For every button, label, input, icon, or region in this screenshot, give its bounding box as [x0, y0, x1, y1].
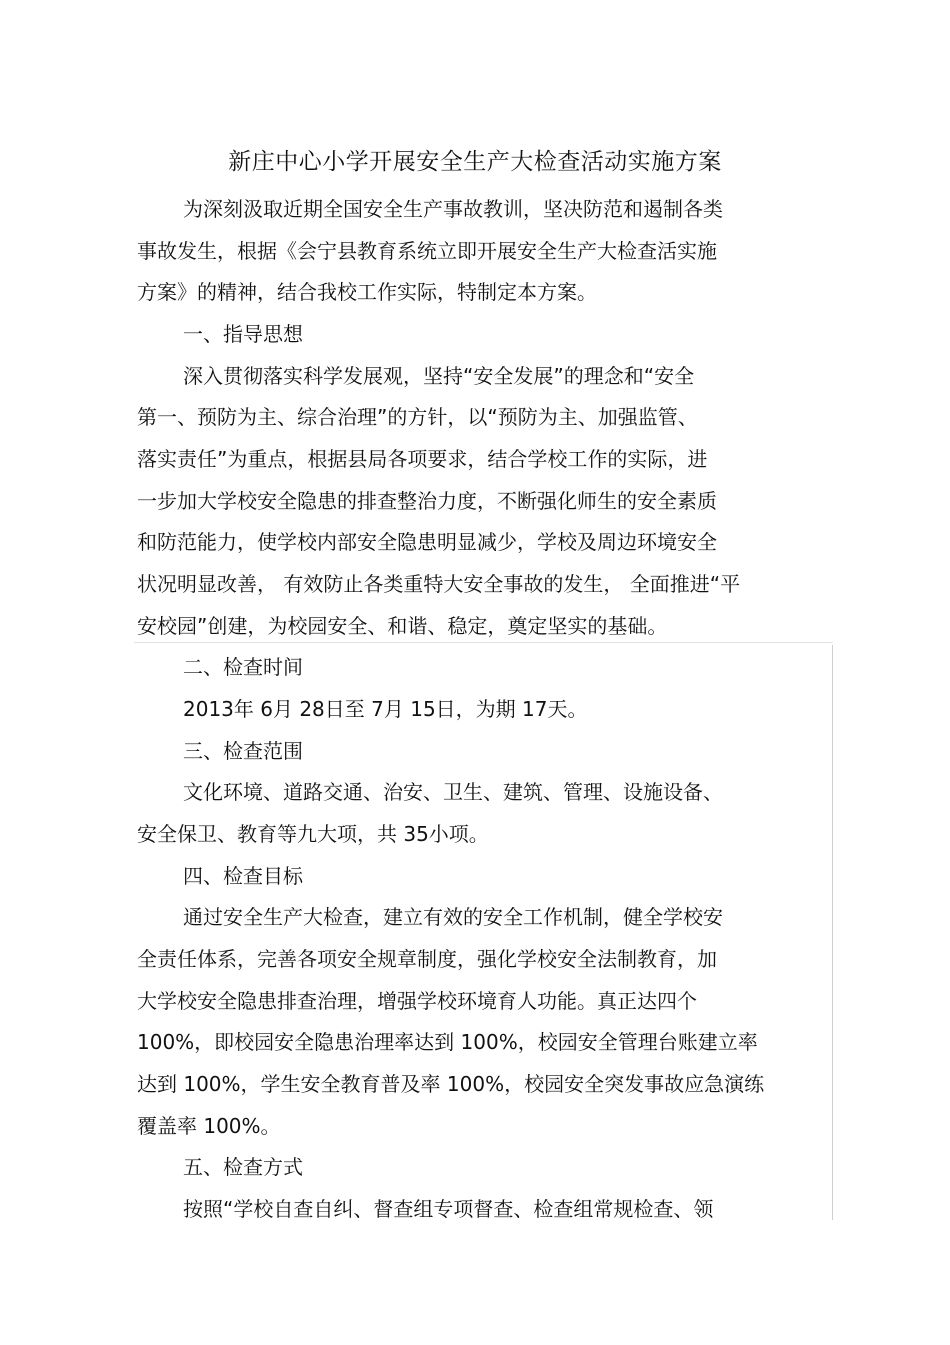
section-heading-4: 四、检查目标 [183, 864, 303, 888]
body-line: 一步加大学校安全隐患的排查整治力度，不断强化师生的安全素质 [137, 489, 717, 513]
body-line: 达到 100%，学生安全教育普及率 100%，校园安全突发事故应急演练 [137, 1072, 765, 1096]
body-line: 和防范能力，使学校内部安全隐患明显减少，学校及周边环境安全 [137, 530, 717, 554]
body-line: 2013年 6月 28日至 7月 15日，为期 17天。 [183, 697, 588, 721]
body-line: 方案》的精神，结合我校工作实际，特制定本方案。 [137, 280, 597, 304]
body-line: 深入贯彻落实科学发展观，坚持“安全发展”的理念和“安全 [183, 364, 695, 388]
section-heading-5: 五、检查方式 [183, 1155, 303, 1179]
body-line: 落实责任”为重点，根据县局各项要求，结合学校工作的实际，进 [137, 447, 708, 471]
body-line: 大学校安全隐患排查治理，增强学校环境育人功能。真正达四个 [137, 989, 697, 1013]
body-line: 通过安全生产大检查，建立有效的安全工作机制，健全学校安 [183, 905, 723, 929]
body-line: 全责任体系，完善各项安全规章制度，强化学校安全法制教育，加 [137, 947, 717, 971]
body-line: 第一、预防为主、综合治理”的方针，以“预防为主、加强监管、 [137, 405, 698, 429]
body-line: 安全保卫、教育等九大项，共 35小项。 [137, 822, 489, 846]
page-rule-vertical [832, 645, 833, 1220]
page-rule-horizontal [134, 642, 833, 643]
section-heading-1: 一、指导思想 [183, 322, 303, 346]
section-heading-3: 三、检查范围 [183, 739, 303, 763]
body-line: 覆盖率 100%。 [137, 1114, 281, 1138]
document-title: 新庄中心小学开展安全生产大检查活动实施方案 [228, 149, 722, 175]
body-line: 状况明显改善， 有效防止各类重特大安全事故的发生， 全面推进“平 [137, 572, 741, 596]
body-line: 按照“学校自查自纠、督查组专项督查、检查组常规检查、领 [183, 1197, 714, 1221]
section-heading-2: 二、检查时间 [183, 655, 303, 679]
body-line: 100%，即校园安全隐患治理率达到 100%，校园安全管理台账建立率 [137, 1030, 758, 1054]
body-line: 事故发生，根据《会宁县教育系统立即开展安全生产大检查活实施 [137, 239, 717, 263]
body-line: 安校园”创建，为校园安全、和谐、稳定，奠定坚实的基础。 [137, 614, 668, 638]
body-line: 文化环境、道路交通、治安、卫生、建筑、管理、设施设备、 [183, 780, 723, 804]
body-line: 为深刻汲取近期全国安全生产事故教训，坚决防范和遏制各类 [183, 197, 723, 221]
